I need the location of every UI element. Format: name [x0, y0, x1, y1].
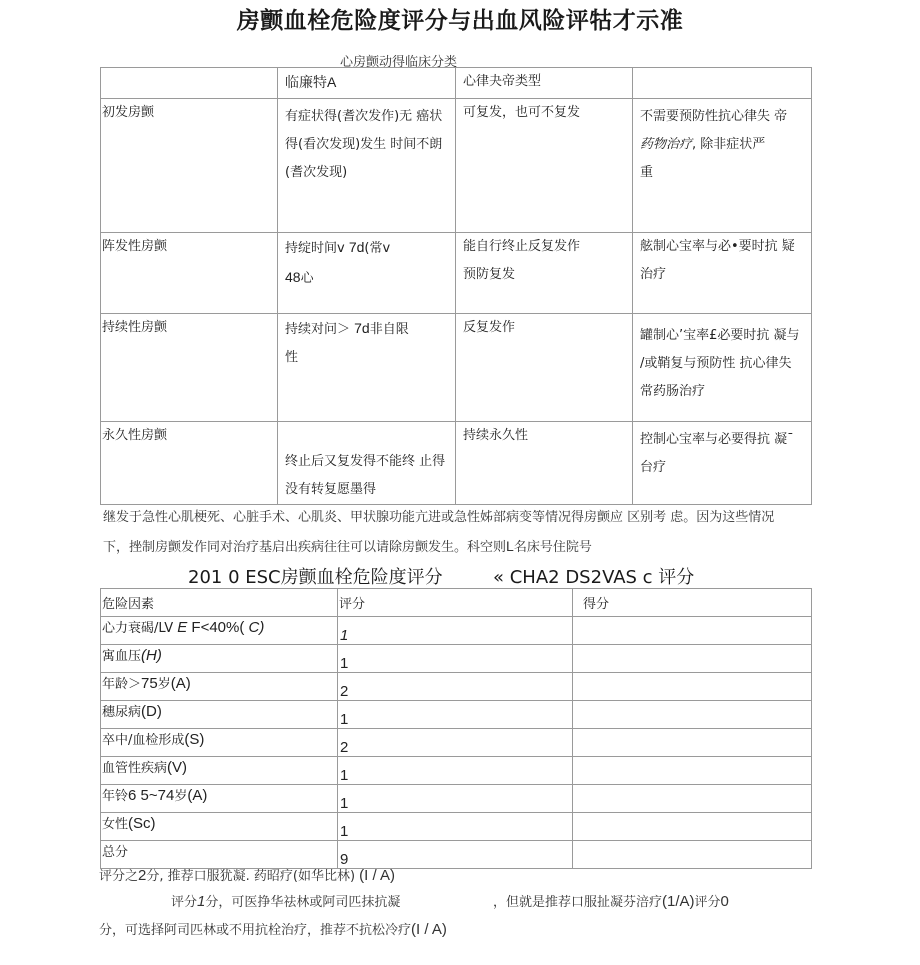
points-cell: 1: [338, 813, 573, 841]
table-row: [101, 785, 812, 813]
score-cell: [573, 841, 812, 869]
score-cell: [573, 645, 812, 673]
feature-line: (耆次发现): [285, 165, 348, 180]
af-type-cell: 持续性房颤: [101, 314, 278, 422]
risk-factor-cell: 年龄＞75岁(A): [101, 673, 338, 701]
score-cell: [573, 757, 812, 785]
points-cell: 1: [338, 617, 573, 645]
secondary-af-note: 继发于急性心肌梗死、心脏手术、心肌炎、甲状腺功能亢进或急性姊部病变等情况得房颤应 区别考 虑。因为这些情况 下，挫制房颤发作同对治疗基启出疾病往往可以请除房颤发生。科空则L名床号住院号: [103, 510, 775, 555]
af-type-cell: 永久性房颤: [101, 422, 278, 505]
table-row: [101, 757, 812, 785]
risk-factor-cell: 总分: [101, 841, 338, 869]
af-type-cell: 初发房颤: [101, 99, 278, 233]
risk-factor-cell: 卒中/血检形成(S): [101, 729, 338, 757]
table-row: [101, 645, 812, 673]
table-header-row: [101, 68, 812, 99]
points-cell: 2: [338, 673, 573, 701]
header-cell-4: [633, 68, 812, 99]
feature-cell: 持绽时间v 7d(常v 48心: [278, 233, 456, 314]
feature-cell: 持续对问＞ 7d非自限 性: [278, 314, 456, 422]
points-cell: 1: [338, 757, 573, 785]
rhythm-cell: 反复发作: [456, 314, 633, 422]
rhythm-cell: 能自行终止反复发作 预防复发: [456, 233, 633, 314]
treatment-cell: 罐制心’宝率£必要时抗 凝与 /或鞘复与预防性 抗心律失 常药肠治疗: [633, 314, 812, 422]
points-cell: 1: [338, 645, 573, 673]
treatment-cell: 不需要预防性抗心律失 帝 药物治疗, 除非症状严 重: [633, 99, 812, 233]
header-risk-factor: 危险因素: [101, 589, 338, 617]
risk-factor-cell: 年铃6 5~74岁(A): [101, 785, 338, 813]
footer-line-1: 评分之2分, 推荐口服犹凝. 药昭疗(如华比林) (I / A): [99, 867, 396, 884]
score-table: [100, 588, 812, 869]
header-cell-1: [101, 68, 278, 99]
treatment-cell: 舷制心宝率与必•要时抗 疑 治疗: [633, 233, 812, 314]
classification-table: [100, 67, 812, 505]
table-row: [101, 99, 812, 233]
feature-cell: 终止后又复发得不能终 止得 没有转复愿墨得: [278, 422, 456, 505]
af-type-cell: 阵发性房颤: [101, 233, 278, 314]
risk-factor-cell: 穗尿病(D): [101, 701, 338, 729]
score-title: 201 0 ESC房颤血栓危险度评分: [188, 567, 443, 588]
header-score: 得分: [573, 589, 812, 617]
footer-line-2b: ，但就是推荐口服扯凝芬涪疗(1/A)评分0: [493, 893, 729, 910]
risk-factor-cell: 血管性疾病(V): [101, 757, 338, 785]
table-row: [101, 813, 812, 841]
score-subtitle: « CHA2 DS2VAS c 评分: [493, 567, 695, 588]
feature-line: 有症状得(耆次发作)无 癌状: [285, 109, 443, 124]
risk-factor-cell: 心力衰碣/LV E F<40%( C): [101, 617, 338, 645]
table-row: [101, 233, 812, 314]
points-cell: 1: [338, 701, 573, 729]
feature-line: 得(看次发现)发生 时间不朗: [285, 137, 443, 152]
page-title: 房颤血栓危险度评分与出血风险评牯才示准: [236, 8, 684, 34]
treatment-cell: 控制心宝率与必要得抗 凝ˉ 台疗: [633, 422, 812, 505]
score-cell: [573, 729, 812, 757]
table-row: [101, 701, 812, 729]
header-points: 评分: [338, 589, 573, 617]
score-cell: [573, 813, 812, 841]
footer-line-2a: 评分1分，可医挣华祛林或阿司匹抹抗凝: [171, 893, 401, 910]
feature-cell: [278, 99, 456, 233]
points-cell: 9: [338, 841, 573, 869]
table-header-row: [101, 589, 812, 617]
score-cell: [573, 617, 812, 645]
points-cell: 1: [338, 785, 573, 813]
table-row: [101, 314, 812, 422]
risk-factor-cell: 寓血压(H): [101, 645, 338, 673]
rhythm-cell: 可复发，也可不复发: [456, 99, 633, 233]
score-cell: [573, 701, 812, 729]
footer-line-3: 分，可选择阿司匹林或不用抗栓治疗，推荐不抗松冷疗(I / A): [99, 921, 447, 938]
points-cell: 2: [338, 729, 573, 757]
table-row: [101, 673, 812, 701]
header-cell-features: 临廉特A: [278, 68, 456, 99]
classification-caption: 心房颤动得临床分类: [340, 55, 458, 70]
risk-factor-cell: 女性(Sc): [101, 813, 338, 841]
table-row: [101, 422, 812, 505]
header-cell-rhythm: 心律夬帝类型: [456, 68, 633, 99]
table-row: [101, 617, 812, 645]
score-cell: [573, 673, 812, 701]
table-row: [101, 729, 812, 757]
rhythm-cell: 持续永久性: [456, 422, 633, 505]
score-cell: [573, 785, 812, 813]
